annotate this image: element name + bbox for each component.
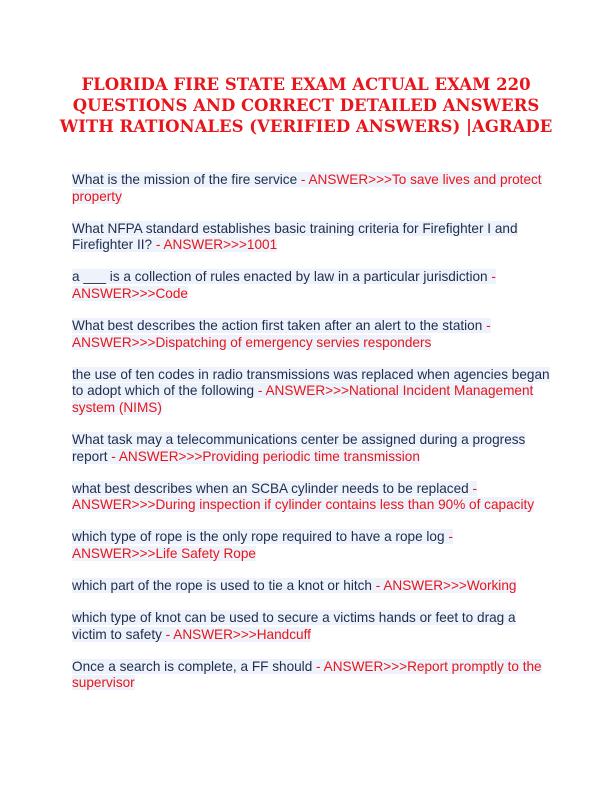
answer-text: ANSWER>>>National Incident Management system (NIMS) xyxy=(72,383,534,415)
question-text: What best describes the action first taken after an alert to the station xyxy=(72,318,483,334)
document-title xyxy=(50,74,562,137)
answer-text: ANSWER>>>Dispatching of emergency servies responders xyxy=(72,334,432,350)
question-text: What task may a telecommunications center be assigned during a progress report xyxy=(72,432,526,464)
question-text: which part of the rope is used to tie a knot or hitch xyxy=(72,578,372,594)
qa-item xyxy=(72,481,550,514)
answer-text: ANSWER>>>Report promptly to the supervisor xyxy=(72,658,542,691)
qa-item xyxy=(72,529,550,562)
question-text: a ___ is a collection of rules enacted by law in a particular jurisdiction xyxy=(72,269,488,285)
answer-text: ANSWER>>>1001 xyxy=(163,237,278,253)
answer-separator: - xyxy=(372,578,384,594)
question-text: the use of ten codes in radio transmissions was replaced when agencies began to adopt which of the following xyxy=(72,366,550,399)
answer-separator: - xyxy=(161,626,174,642)
title-line: QUESTIONS AND CORRECT DETAILED ANSWERS xyxy=(72,96,540,115)
qa-item xyxy=(72,367,550,417)
answer-separator: - xyxy=(482,318,491,334)
answer-separator: - xyxy=(297,172,309,187)
answer-text: ANSWER>>>Providing periodic time transmission xyxy=(118,448,420,464)
qa-item xyxy=(72,610,550,643)
question-text: which type of rope is the only rope required to have a rope log xyxy=(72,529,445,545)
answer-separator: - xyxy=(468,480,478,496)
qa-item xyxy=(72,432,550,465)
answer-text: ANSWER>>>Code xyxy=(72,285,188,301)
qa-list xyxy=(72,172,550,708)
question-text: What NFPA standard establishes basic training criteria for Firefighter I and Firefighter II? xyxy=(72,220,518,253)
answer-text: ANSWER>>>To save lives and protect property xyxy=(72,172,542,204)
title-line: FLORIDA FIRE STATE EXAM ACTUAL EXAM 220 xyxy=(81,75,531,94)
answer-separator: - xyxy=(107,448,119,464)
answer-separator: - xyxy=(487,269,496,285)
qa-item xyxy=(72,318,550,351)
qa-item xyxy=(72,269,550,302)
answer-text: ANSWER>>>During inspection if cylinder contains less than 90% of capacity xyxy=(72,497,535,513)
answer-separator: - xyxy=(254,383,266,399)
title-line: WITH RATIONALES (VERIFIED ANSWERS) |AGRADE xyxy=(59,117,553,136)
question-text: what best describes when an SCBA cylinder needs to be replaced xyxy=(72,480,469,496)
answer-separator: - xyxy=(152,237,164,253)
answer-separator: - xyxy=(312,658,324,674)
answer-text: ANSWER>>>Handcuff xyxy=(173,626,311,642)
question-text: What is the mission of the fire service xyxy=(72,172,298,187)
question-text: which type of knot can be used to secure a victims hands or feet to drag a victim to safety xyxy=(72,610,516,642)
qa-item xyxy=(72,221,550,254)
qa-item xyxy=(72,659,550,692)
qa-item xyxy=(72,172,550,205)
question-text: Once a search is complete, a FF should xyxy=(72,658,313,674)
answer-text: ANSWER>>>Working xyxy=(383,578,517,594)
answer-text: ANSWER>>>Life Safety Rope xyxy=(72,546,256,561)
qa-item xyxy=(72,578,550,595)
answer-separator: - xyxy=(444,529,453,545)
